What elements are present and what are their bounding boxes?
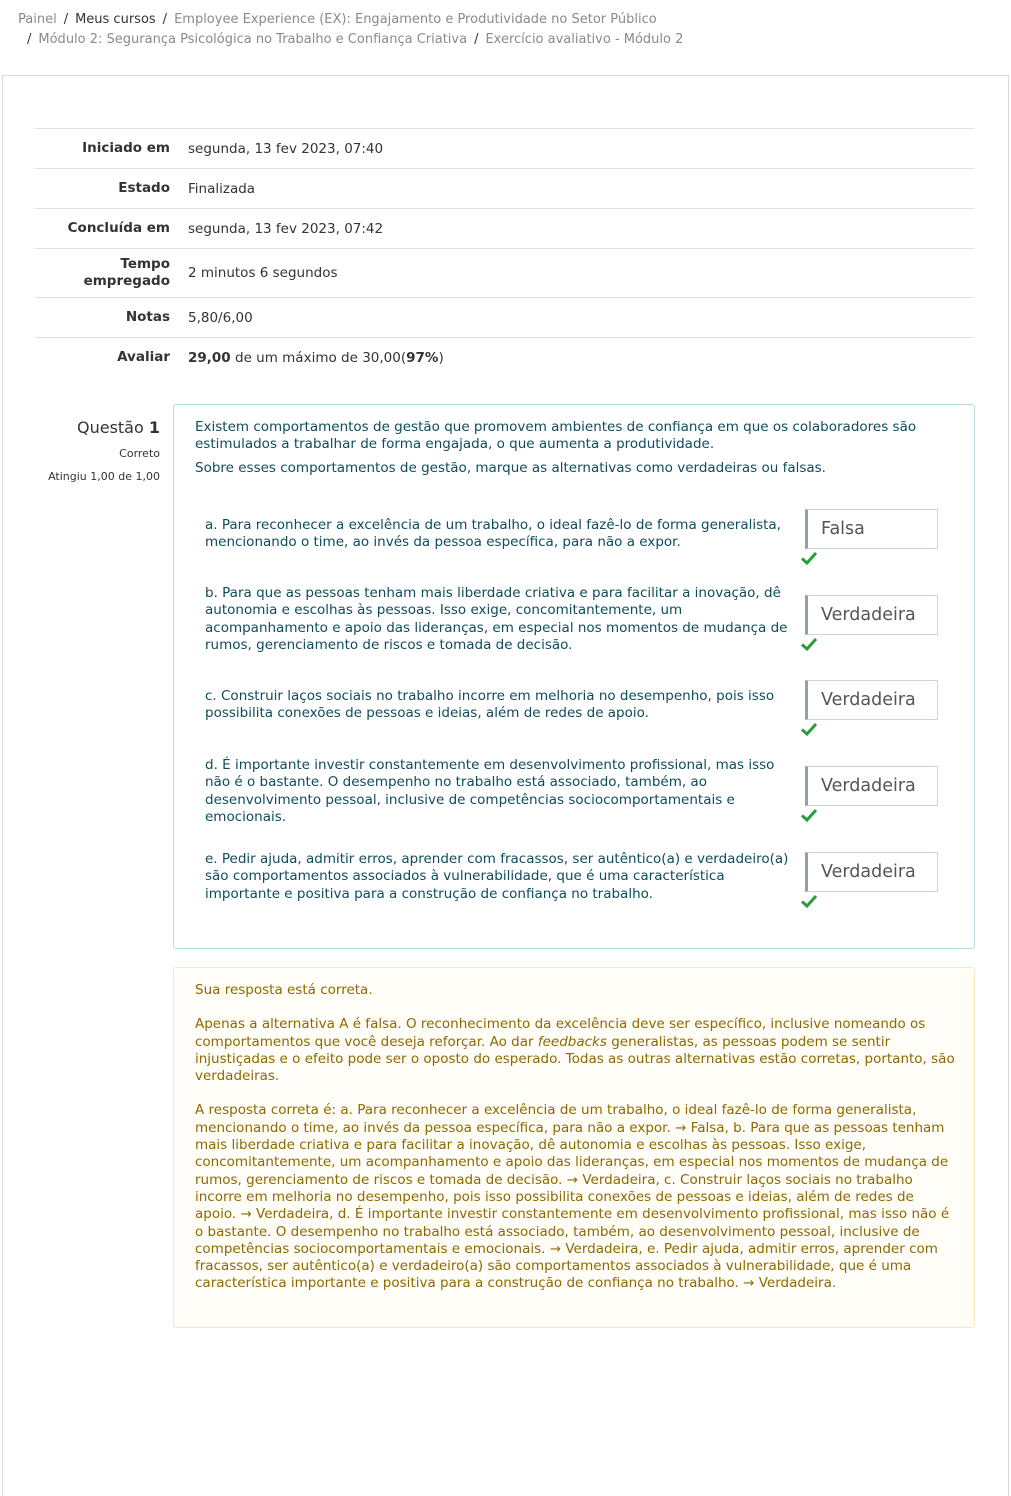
breadcrumb-separator: / (474, 32, 479, 47)
breadcrumb-my-courses-link[interactable]: Meus cursos (75, 12, 156, 27)
answer-select-a[interactable]: Falsa (805, 509, 938, 549)
answer-select-c[interactable]: Verdadeira (805, 680, 938, 720)
summary-label: Notas (125, 309, 170, 325)
grade-score: 29,00 (188, 349, 231, 366)
summary-row-started (35, 129, 974, 169)
summary-value: segunda, 13 fev 2023, 07:42 (188, 220, 384, 237)
feedback-content (195, 982, 955, 1310)
summary-value: segunda, 13 fev 2023, 07:40 (188, 140, 384, 157)
feedback-right-answer: A resposta correta é: a. Para reconhecer a excelência de um trabalho, o ideal fazê-lo de forma generalista, mencionando o time, ao invés da pessoa específica, para não a expor. → Falsa, b. Para que as pessoas tenham mais liberdade criativa e para facilitar a inovação, dê autonomia e escolhas às pessoas. Isso exige, concomitantemente, um acompanhamento e apoio das lideranças, em especial nos momentos de mudança de rumos, gerenciamento de riscos e tomada de decisão. → Verdadeira, c. Construir laços sociais no trabalho incorre em melhoria no desempenho, pois isso possibilita conexões de pessoas e ideias, além de redes de apoio. → Verdadeira, d. É importante investir constantemente em desenvolvimento profissional, mas isso não é o bastante. O desempenho no trabalho está associado, também, ao desenvolvimento pessoal, inclusive de competências sociocomportamentais e emocionais. → Verdadeira, e. Pedir ajuda, admitir erros, aprender com fracassos, ser autêntico(a) e verdadeiro(a) são comportamentos associados à vulnerabilidade, que é uma característica importante e positiva para a construção de confiança no trabalho. → Verdadeira. (195, 1102, 950, 1292)
answer-select-d[interactable]: Verdadeira (805, 766, 938, 806)
summary-value: 5,80/6,00 (188, 309, 253, 326)
summary-label: Tempo empregado (83, 256, 170, 289)
summary-label: Concluída em (67, 220, 170, 236)
question-number (40, 418, 160, 437)
breadcrumb-module-link[interactable]: Módulo 2: Segurança Psicológica no Trabalho e Confiança Criativa (38, 32, 468, 47)
feedback-status: Sua resposta está correta. (195, 982, 373, 998)
question-formulation (173, 404, 975, 949)
feedback-general-emphasis: feedbacks (537, 1033, 607, 1050)
correct-check-icon (801, 894, 817, 908)
summary-label: Iniciado em (82, 140, 170, 156)
answer-select-b[interactable]: Verdadeira (805, 595, 938, 635)
breadcrumb-separator: / (63, 12, 69, 27)
breadcrumb-quiz-link[interactable]: Exercício avaliativo - Módulo 2 (485, 32, 684, 47)
quiz-summary-table (35, 128, 974, 378)
question-prefix: Questão (76, 418, 144, 437)
question-state: Correto (119, 447, 160, 460)
question-text-prompt: Sobre esses comportamentos de gestão, marque as alternativas como verdadeiras ou falsas. (195, 460, 826, 476)
correct-check-icon (801, 551, 817, 565)
answer-text-c: c. Construir laços sociais no trabalho incorre em melhoria no desempenho, pois isso possibilita conexões de pessoas e ideias, além de redes de apoio. (205, 688, 775, 722)
question-number-value: 1 (148, 418, 160, 437)
answer-text-e: e. Pedir ajuda, admitir erros, aprender com fracassos, ser autêntico(a) e verdadeiro(a) são comportamentos associados à vulnerabilidade, que é uma característica importante e positiva para a construção de confiança no trabalho. (205, 851, 789, 902)
answer-text-a: a. Para reconhecer a excelência de um trabalho, o ideal fazê-lo de forma generalista, mencionando o time, ao invés da pessoa específica, para não a expor. (205, 517, 781, 551)
breadcrumb-separator: / (162, 12, 168, 27)
grade-end: ) (438, 349, 444, 366)
question-feedback (173, 967, 975, 1328)
summary-row-marks (35, 298, 974, 338)
answer-text-b: b. Para que as pessoas tenham mais liberdade criativa e para facilitar a inovação, dê autonomia e escolhas às pessoas. Isso exige, concomitantemente, um acompanhamento e apoio das lideranças, em especial nos momentos de mudança de rumos, gerenciamento de riscos e tomada de decisão. (205, 585, 788, 653)
question-info (40, 418, 160, 483)
correct-check-icon (801, 808, 817, 822)
summary-grade-value (180, 338, 974, 378)
feedback-general-text: generalistas, as pessoas podem se sentir injustiçadas e o efeito pode ser o oposto do esperado. Todas as outras alternativas estão corretas, portanto, são verdadeiras. (195, 1033, 955, 1085)
breadcrumb-course-link[interactable]: Employee Experience (EX): Engajamento e Produtividade no Setor Público (174, 12, 657, 27)
question-text-intro: Existem comportamentos de gestão que promovem ambientes de confiança em que os colaboradores são estimulados a trabalhar de forma engajada, o que aumenta a produtividade. (195, 419, 917, 452)
correct-check-icon (801, 722, 817, 736)
grade-percent: 97% (406, 349, 439, 366)
feedback-general-text: Apenas a alternativa A é falsa. O reconhecimento da excelência deve ser específico, inclusive nomeando os comportamentos que você deseja reforçar. Ao dar (195, 1016, 926, 1050)
breadcrumb-home-link[interactable]: Painel (18, 12, 57, 27)
answer-select-e[interactable]: Verdadeira (805, 852, 938, 892)
answer-text-d: d. É importante investir constantemente em desenvolvimento profissional, mas isso não é o bastante. O desempenho no trabalho está associado, também, ao desenvolvimento pessoal, inclusive de competências sociocomportamentais e emocionais. (205, 757, 775, 825)
summary-label: Estado (118, 180, 170, 196)
summary-row-state (35, 169, 974, 209)
correct-check-icon (801, 637, 817, 651)
summary-row-grade (35, 338, 974, 378)
grade-max: de um máximo de 30,00( (230, 349, 407, 366)
breadcrumb-separator: / (27, 32, 32, 47)
feedback-general (195, 1016, 955, 1085)
summary-value: Finalizada (188, 180, 256, 197)
summary-value: 2 minutos 6 segundos (188, 265, 338, 281)
summary-label: Avaliar (117, 349, 170, 366)
summary-row-time-taken (35, 249, 974, 298)
breadcrumb (18, 10, 978, 50)
question-text (195, 419, 935, 484)
summary-row-completed (35, 209, 974, 249)
question-grade: Atingiu 1,00 de 1,00 (48, 470, 160, 483)
